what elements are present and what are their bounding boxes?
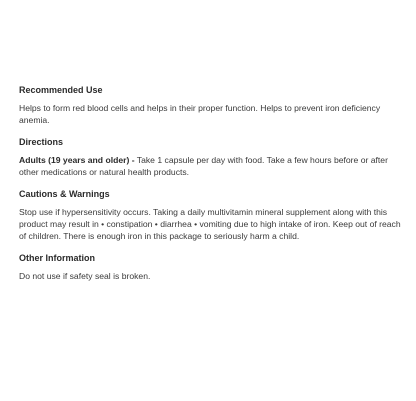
section-cautions-warnings (19, 188, 405, 243)
product-info-document (19, 84, 405, 291)
section-directions (19, 136, 405, 179)
section-body: Stop use if hypersensitivity occurs. Taking a daily multivitamin mineral supplement along with this product may result in • constipation • diarrhea • vomiting due to high intake of iron. Keep out of reach of children. There is enough iron in this package to seriously harm a child. (19, 206, 401, 242)
section-body: Do not use if safety seal is broken. (19, 270, 151, 281)
section-heading: Directions (19, 136, 64, 147)
section-other-information (19, 252, 405, 282)
section-body (19, 154, 405, 179)
section-heading: Recommended Use (19, 85, 103, 95)
section-recommended-use (19, 84, 405, 127)
section-body: Helps to form red blood cells and helps in their proper function. Helps to prevent iron deficiency anemia. (19, 103, 381, 126)
section-heading: Other Information (19, 252, 95, 263)
directions-audience: Adults (19 years and older) - (19, 154, 135, 165)
directions-text: Take 1 capsule per day with food. Take a few hours before or after other medications or natural health products. (19, 154, 388, 178)
section-heading: Cautions & Warnings (19, 188, 110, 199)
